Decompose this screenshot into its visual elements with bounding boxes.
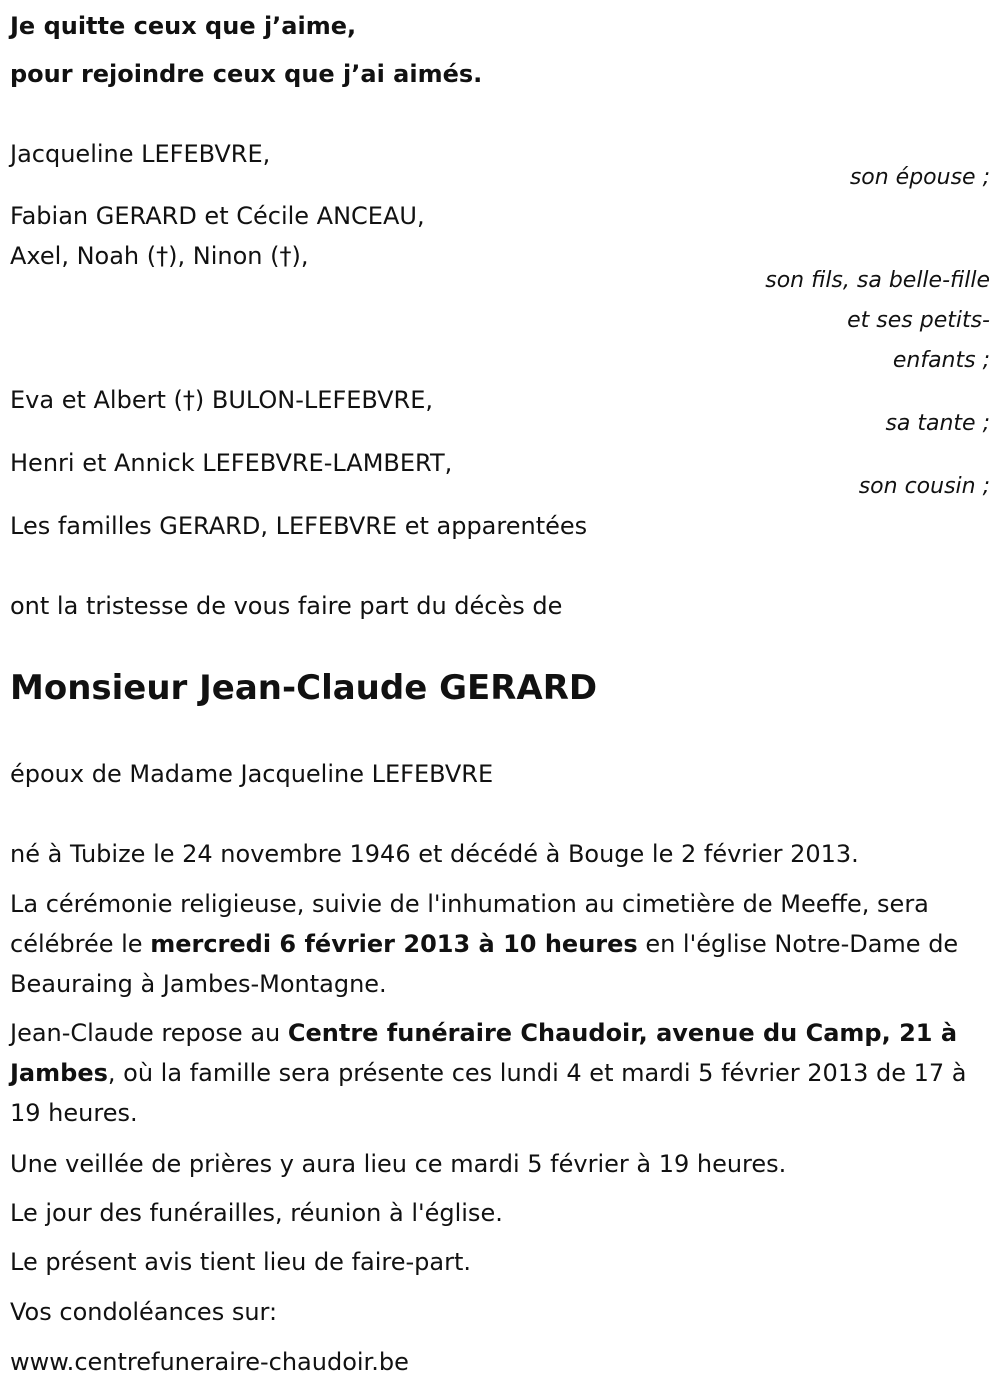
aunt-role: sa tante ; [885, 411, 990, 436]
announce-line: ont la tristesse de vous faire part du décès de [10, 592, 563, 620]
aunt-name: Eva et Albert (†) BULON-LEFEBVRE, [10, 386, 434, 414]
repose-text-start: Jean-Claude repose au [10, 1019, 288, 1047]
spouse-role: son épouse ; [849, 165, 990, 190]
epitaph-line-2: pour rejoindre ceux que j’ai aimés. [10, 60, 483, 88]
spouse-of-line: époux de Madame Jacqueline LEFEBVRE [10, 760, 494, 788]
deceased-name: Monsieur Jean-Claude GERARD [10, 668, 598, 708]
son-role-3: enfants ; [892, 348, 990, 373]
condolences-label: Vos condoléances sur: [10, 1298, 278, 1326]
son-role-2: et ses petits- [847, 308, 990, 333]
ceremony-date: mercredi 6 février 2013 à 10 heures [150, 930, 638, 958]
cousin-role: son cousin ; [858, 474, 990, 499]
repose-text-end: , où la famille sera présente ces lundi 4 et mardi 5 février 2013 de 17 à 19 heures. [10, 1059, 967, 1127]
son-line-2: Axel, Noah (†), Ninon (†), [10, 242, 309, 270]
notice-line: Le présent avis tient lieu de faire-part. [10, 1248, 472, 1276]
son-role-1: son fils, sa belle-fille [765, 268, 990, 293]
condolences-website: www.centrefuneraire-chaudoir.be [10, 1348, 409, 1376]
spouse-name: Jacqueline LEFEBVRE, [10, 140, 271, 168]
birth-death-line: né à Tubize le 24 novembre 1946 et décédé à Bouge le 2 février 2013. [10, 840, 859, 868]
meeting-line: Le jour des funérailles, réunion à l'église. [10, 1199, 503, 1227]
ceremony-text-end: en l'église Notre-Dame de Beauraing à Jambes-Montagne. [10, 930, 959, 998]
vigil-line: Une veillée de prières y aura lieu ce mardi 5 février à 19 heures. [10, 1150, 787, 1178]
repose-paragraph [10, 1013, 995, 1133]
ceremony-text-start: La cérémonie religieuse, suivie de l'inhumation au cimetière de Meeffe, sera célébrée le [10, 890, 929, 958]
epitaph-line-1: Je quitte ceux que j’aime, [10, 12, 357, 40]
families-line: Les familles GERARD, LEFEBVRE et apparentées [10, 512, 588, 540]
cousin-name: Henri et Annick LEFEBVRE-LAMBERT, [10, 449, 453, 477]
ceremony-paragraph [10, 884, 995, 1004]
son-line-1: Fabian GERARD et Cécile ANCEAU, [10, 202, 425, 230]
repose-location: Centre funéraire Chaudoir, avenue du Camp, 21 à Jambes [10, 1019, 958, 1087]
